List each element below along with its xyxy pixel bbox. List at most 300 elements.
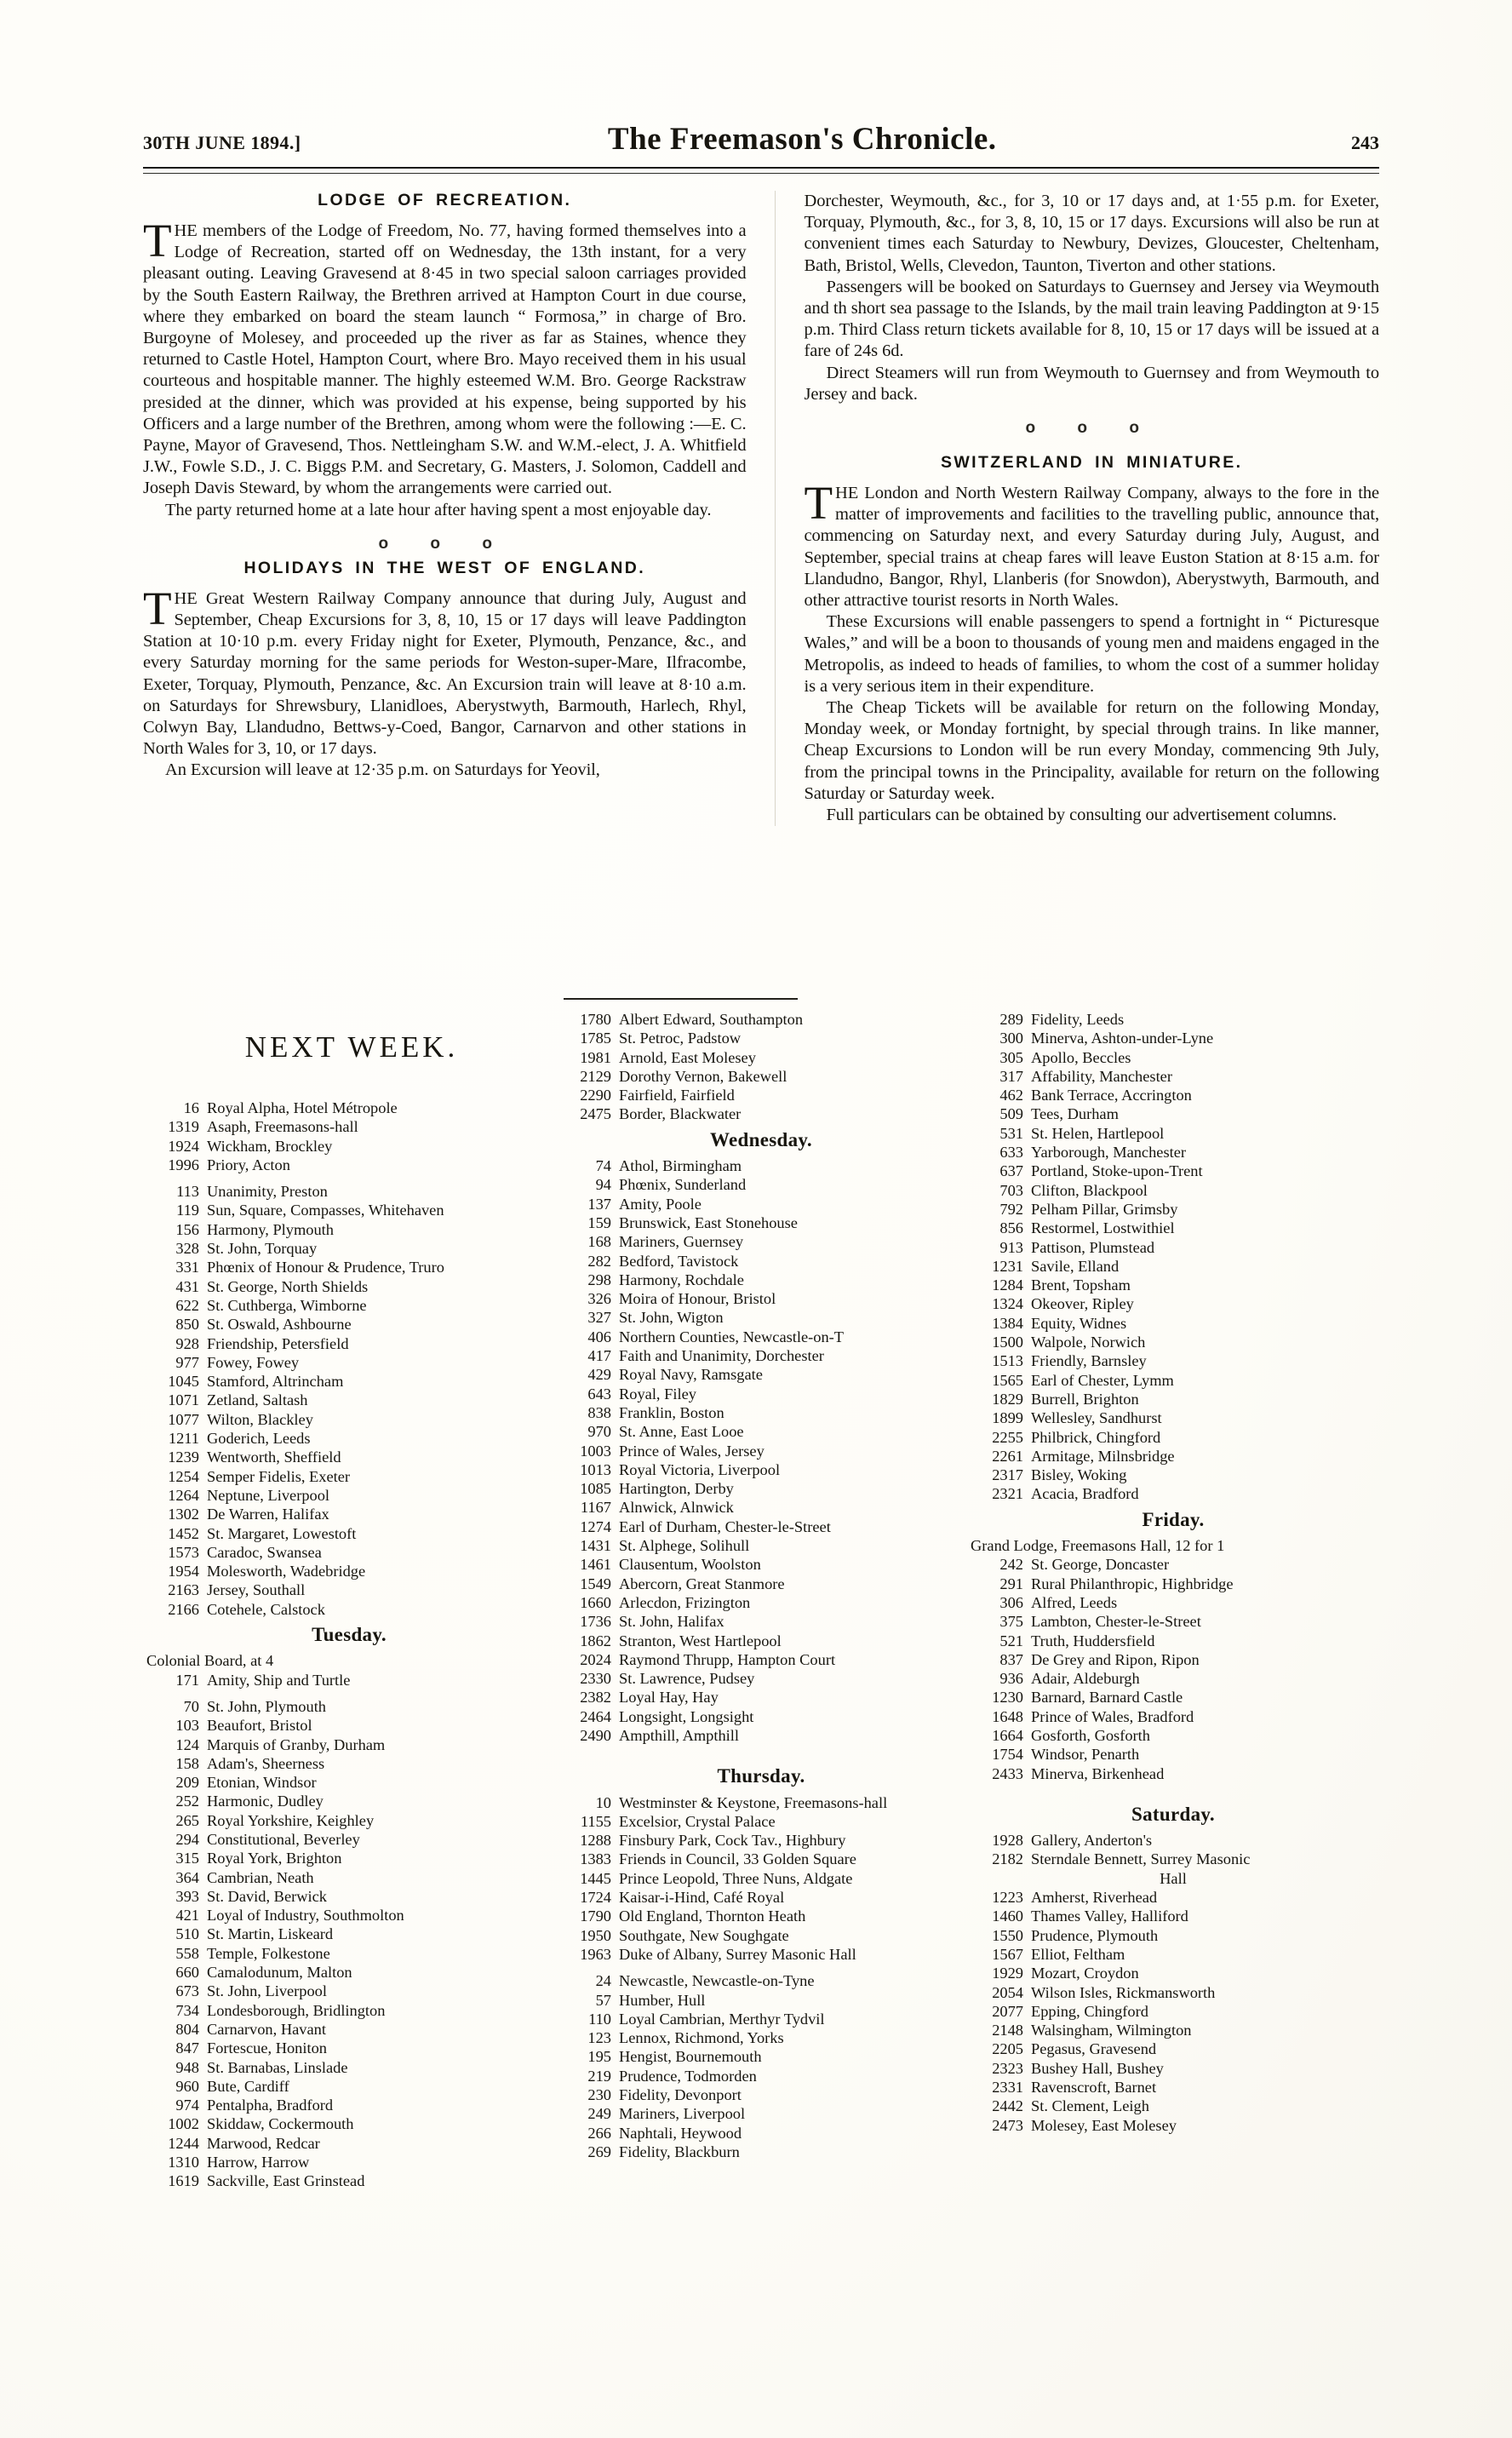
lodge-list-item — [555, 2143, 967, 2161]
lodge-name: Alfred, Leeds — [1031, 1593, 1118, 1611]
lodge-list — [143, 1182, 555, 1619]
lodge-list-item — [143, 1277, 555, 1296]
lodge-name: St. Clement, Leigh — [1031, 2097, 1149, 2115]
lodge-name: Naphtali, Heywood — [619, 2124, 742, 2142]
lodge-list-item — [967, 2078, 1379, 2097]
lodge-number: 1790 — [580, 1907, 611, 1925]
lodge-name: St. Barnabas, Linslade — [207, 2058, 348, 2076]
lodge-name: Fortescue, Honiton — [207, 2039, 327, 2057]
lodge-number: 1963 — [580, 1945, 611, 1963]
lodge-name: Friends in Council, 33 Golden Square — [619, 1850, 856, 1868]
lodge-number: 1244 — [168, 2134, 199, 2152]
lodge-number: 847 — [175, 2039, 199, 2057]
lodge-list-item — [143, 1505, 555, 1523]
lodge-number: 1785 — [580, 1030, 611, 1047]
lodge-number: 2290 — [580, 1087, 611, 1104]
lodge-list-item — [143, 1735, 555, 1754]
lodge-number: 643 — [587, 1385, 611, 1403]
section-divider-ornament: o o o — [378, 534, 511, 553]
lodge-number: 10 — [595, 1793, 611, 1811]
lodge-list-item — [555, 2028, 967, 2047]
lodge-list-item — [143, 2020, 555, 2039]
lodge-list-item — [555, 1271, 967, 1289]
lodge-name: Semper Fidelis, Exeter — [207, 1467, 351, 1485]
lodge-list-item — [555, 1067, 967, 1086]
lodge-list — [143, 1671, 555, 1689]
lodge-number: 421 — [175, 1907, 199, 1925]
lodge-list-item — [555, 1232, 967, 1251]
lodge-number: 2166 — [168, 1600, 199, 1618]
lodge-name: Adair, Aldeburgh — [1031, 1670, 1140, 1688]
lodge-list-item — [143, 1410, 555, 1429]
lodge-name: Royal Navy, Ramsgate — [619, 1366, 763, 1384]
lodge-number: 16 — [183, 1099, 199, 1116]
lodge-name: St. John, Plymouth — [207, 1697, 327, 1715]
lodge-name: Brunswick, East Stonehouse — [619, 1213, 798, 1231]
lodge-number: 94 — [595, 1176, 611, 1194]
lodge-name: Alnwick, Alnwick — [619, 1499, 734, 1517]
lodge-list-item — [555, 2010, 967, 2028]
lodge-list-item — [555, 1498, 967, 1517]
lodge-name: Phœnix of Honour & Prudence, Truro — [207, 1259, 444, 1276]
lodge-name: Stamford, Altrincham — [207, 1373, 344, 1391]
lodge-number: 1862 — [580, 1632, 611, 1649]
lodge-list-item — [555, 2067, 967, 2085]
lodge-name: Londesborough, Bridlington — [207, 2001, 386, 2019]
lodge-number: 393 — [175, 1887, 199, 1905]
lodge-number: 429 — [587, 1366, 611, 1384]
lodge-number: 1002 — [168, 2115, 199, 2133]
lodge-number: 431 — [175, 1277, 199, 1295]
lodge-list-item — [967, 1257, 1379, 1276]
lodge-number: 2442 — [992, 2097, 1023, 2115]
lodge-number: 1924 — [168, 1137, 199, 1155]
lodge-name: De Warren, Halifax — [207, 1506, 329, 1523]
day-heading-wednesday: Wednesday. — [710, 1128, 812, 1150]
lodge-number: 315 — [175, 1850, 199, 1867]
lodge-name: St. John, Liverpool — [207, 1982, 327, 2000]
lodge-list-item — [143, 1467, 555, 1486]
lodge-name: Prudence, Plymouth — [1031, 1926, 1159, 1944]
lodge-number: 291 — [999, 1575, 1023, 1592]
lodge-name: Zetland, Saltash — [207, 1391, 308, 1409]
lodge-number: 1284 — [992, 1276, 1023, 1294]
section-divider-ornament: o o o — [1025, 419, 1158, 438]
lodge-list-item — [555, 1945, 967, 1964]
lodge-list-item — [143, 1716, 555, 1735]
lodge-list-item — [555, 1555, 967, 1574]
lodge-number: 1648 — [992, 1707, 1023, 1725]
lodge-list-item — [967, 1688, 1379, 1707]
lodge-number: 269 — [587, 2143, 611, 2160]
page-number: 243 — [1350, 132, 1379, 153]
lodge-list-item — [555, 1593, 967, 1612]
lodge-name: Harrow, Harrow — [207, 2154, 310, 2171]
lodge-number: 1829 — [992, 1390, 1023, 1408]
lodge-number: 510 — [175, 1925, 199, 1943]
lodge-list-item — [555, 1907, 967, 1925]
lodge-name: St. John, Wigton — [619, 1309, 724, 1327]
lodge-name: Prudence, Todmorden — [619, 2067, 757, 2085]
lodge-name: Mariners, Guernsey — [619, 1233, 744, 1251]
lodge-name: Faith and Unanimity, Dorchester — [619, 1347, 824, 1365]
lodge-number: 928 — [175, 1334, 199, 1352]
lodge-number: 219 — [587, 2067, 611, 2085]
lodge-name: Yarborough, Manchester — [1031, 1144, 1187, 1162]
lodge-name: Fidelity, Leeds — [1031, 1011, 1125, 1028]
lodge-name: Friendship, Petersfield — [207, 1334, 349, 1352]
lodge-name: Royal Alpha, Hotel Métropole — [207, 1099, 398, 1116]
lodge-list-item — [967, 1907, 1379, 1925]
lodge-list-item — [967, 1048, 1379, 1067]
lodge-list-item — [967, 1333, 1379, 1351]
lodge-number: 2433 — [992, 1764, 1023, 1782]
lodge-list — [967, 1555, 1379, 1783]
lodge-list-item — [555, 1612, 967, 1631]
lodge-name: Earl of Durham, Chester-le-Street — [619, 1517, 831, 1535]
lodge-name: St. John, Halifax — [619, 1613, 724, 1631]
lodge-number: 633 — [999, 1144, 1023, 1162]
lodge-name: Rural Philanthropic, Highbridge — [1031, 1575, 1234, 1592]
lodge-number: 2323 — [992, 2059, 1023, 2077]
lodge-number: 305 — [999, 1048, 1023, 1066]
lodge-name: Caradoc, Swansea — [207, 1543, 322, 1561]
lodge-name: Wickham, Brockley — [207, 1137, 333, 1155]
lodge-name: Abercorn, Great Stanmore — [619, 1575, 785, 1592]
lodge-name: Wellesley, Sandhurst — [1031, 1409, 1162, 1427]
lodge-list — [555, 1010, 967, 1124]
lodge-name: Pelham Pillar, Grimsby — [1031, 1200, 1178, 1218]
lodge-list-item — [555, 1812, 967, 1831]
lodge-name: Marwood, Redcar — [207, 2134, 320, 2152]
lodge-name: Philbrick, Chingford — [1031, 1428, 1161, 1446]
lodge-name: Portland, Stoke-upon-Trent — [1031, 1162, 1203, 1180]
lodge-list-item — [143, 2096, 555, 2114]
lodge-name: Fidelity, Devonport — [619, 2086, 742, 2104]
lodge-name: Sackville, East Grinstead — [207, 2172, 365, 2190]
lodge-number: 252 — [175, 1793, 199, 1810]
lodge-number: 703 — [999, 1181, 1023, 1199]
lodge-list-item — [555, 1156, 967, 1175]
lodge-name: Pegasus, Gravesend — [1031, 2040, 1157, 2058]
next-week-column-3 — [967, 998, 1379, 2191]
lodge-name: Stranton, West Hartlepool — [619, 1632, 782, 1649]
lodge-number: 1950 — [580, 1926, 611, 1944]
lodge-list-item — [555, 1048, 967, 1067]
lodge-name: Bute, Cardiff — [207, 2077, 289, 2095]
lodge-number: 137 — [587, 1195, 611, 1213]
lodge-list-item — [143, 1925, 555, 1943]
lodge-number: 936 — [999, 1670, 1023, 1688]
lodge-list-item — [555, 1104, 967, 1123]
lodge-name: Clausentum, Woolston — [619, 1556, 761, 1574]
lodge-list — [555, 1793, 967, 1965]
lodge-name: Hartington, Derby — [619, 1480, 734, 1498]
lodge-number: 364 — [175, 1868, 199, 1886]
lodge-number: 558 — [175, 1944, 199, 1962]
lodge-list-item — [143, 1580, 555, 1599]
article-paragraph: Full particulars can be obtained by consulting our advertisement columns. — [826, 806, 1337, 825]
lodge-number: 24 — [595, 1972, 611, 1990]
lodge-list-item — [967, 1831, 1379, 1850]
lodge-name: Duke of Albany, Surrey Masonic Hall — [619, 1945, 856, 1963]
lodge-number: 1013 — [580, 1460, 611, 1478]
lodge-number: 1500 — [992, 1334, 1023, 1351]
lodge-name: Elliot, Feltham — [1031, 1945, 1125, 1963]
lodge-number: 406 — [587, 1328, 611, 1345]
lodge-list-item — [967, 1764, 1379, 1783]
lodge-name: St. Alphege, Solihull — [619, 1537, 750, 1555]
lodge-number: 1929 — [992, 1965, 1023, 1982]
lodge-name: Loyal Cambrian, Merthyr Tydvil — [619, 2010, 825, 2028]
lodge-number: 294 — [175, 1830, 199, 1848]
lodge-number: 266 — [587, 2124, 611, 2142]
lodge-name: Wilton, Blackley — [207, 1410, 313, 1428]
lodge-name: Phœnix, Sunderland — [619, 1176, 747, 1194]
lodge-name: St. Cuthberga, Wimborne — [207, 1296, 367, 1314]
lodge-number: 1996 — [168, 1156, 199, 1173]
lodge-list-item — [143, 1239, 555, 1258]
lodge-name: Mozart, Croydon — [1031, 1965, 1139, 1982]
lodge-list-item — [967, 1162, 1379, 1180]
lodge-list-item — [967, 1428, 1379, 1447]
lodge-list-item — [143, 1296, 555, 1315]
lodge-name: Wentworth, Sheffield — [207, 1448, 341, 1466]
article-heading-holidays-west-of-england: HOLIDAYS IN THE WEST OF ENGLAND. — [243, 558, 646, 577]
lodge-name: Skiddaw, Cockermouth — [207, 2115, 354, 2133]
lodge-list-item — [555, 1213, 967, 1232]
lodge-list-item — [143, 1754, 555, 1773]
lodge-list-item — [555, 1850, 967, 1868]
lodge-number: 289 — [999, 1011, 1023, 1028]
lodge-list-item — [555, 1010, 967, 1029]
lodge-list-item — [143, 1906, 555, 1925]
lodge-list-item — [555, 1086, 967, 1104]
lodge-number: 1736 — [580, 1613, 611, 1631]
lodge-list-item — [967, 1484, 1379, 1503]
lodge-name: Cotehele, Calstock — [207, 1600, 325, 1618]
lodge-list-item — [967, 1593, 1379, 1612]
article-column-right — [775, 191, 1379, 826]
lodge-number: 1230 — [992, 1689, 1023, 1707]
lodge-list-item — [143, 1156, 555, 1174]
article-column-left — [143, 191, 746, 826]
lodge-name: Prince of Wales, Bradford — [1031, 1707, 1194, 1725]
lodge-number: 2182 — [992, 1850, 1023, 1868]
lodge-list-item — [143, 1868, 555, 1887]
lodge-list-item — [555, 1926, 967, 1945]
lodge-number: 1567 — [992, 1945, 1023, 1963]
lodge-list-item — [967, 1219, 1379, 1237]
lodge-number: 1288 — [580, 1832, 611, 1850]
lodge-name: St. Anne, East Looe — [619, 1423, 744, 1441]
lodge-name: Asaph, Freemasons-hall — [207, 1118, 358, 1136]
lodge-name: Lambton, Chester-le-Street — [1031, 1613, 1201, 1631]
lodge-list-item — [555, 2047, 967, 2066]
lodge-list-item — [143, 1137, 555, 1156]
lodge-number: 850 — [175, 1316, 199, 1334]
lodge-list-item — [143, 1315, 555, 1334]
lodge-list-item — [967, 1314, 1379, 1333]
lodge-number: 103 — [175, 1717, 199, 1735]
lodge-name: Goderich, Leeds — [207, 1430, 311, 1448]
lodge-list-item — [555, 1831, 967, 1850]
lodge-name: Brent, Topsham — [1031, 1276, 1131, 1294]
lodge-number: 331 — [175, 1259, 199, 1276]
lodge-number: 327 — [587, 1309, 611, 1327]
lodge-number: 2205 — [992, 2040, 1023, 2058]
lodge-name: Arnold, East Molesey — [619, 1048, 756, 1066]
lodge-list-item — [555, 1442, 967, 1460]
lodge-number: 2321 — [992, 1485, 1023, 1503]
day-lead-line: Colonial Board, at 4 — [146, 1652, 274, 1670]
lodge-list — [555, 1971, 967, 2161]
lodge-list-item — [967, 2021, 1379, 2039]
lodge-name: St. Lawrence, Pudsey — [619, 1670, 755, 1688]
lodge-number: 2163 — [168, 1581, 199, 1599]
lodge-name: Windsor, Penarth — [1031, 1746, 1140, 1764]
lodge-list-item — [967, 1726, 1379, 1745]
lodge-number: 110 — [588, 2010, 611, 2028]
lodge-list-item — [555, 1479, 967, 1498]
lodge-number: 375 — [999, 1613, 1023, 1631]
lodge-number: 1754 — [992, 1746, 1023, 1764]
lodge-list-item — [555, 1688, 967, 1707]
lodge-name: Fowey, Fowey — [207, 1353, 300, 1371]
lodge-name: Ampthill, Ampthill — [619, 1726, 740, 1744]
publication-title: The Freemason's Chronicle. — [607, 122, 997, 157]
lodge-number: 326 — [587, 1290, 611, 1308]
lodge-number: 1319 — [168, 1118, 199, 1136]
lodge-list-item — [555, 1793, 967, 1812]
lodge-list-item — [967, 2097, 1379, 2115]
lodge-name: St. George, North Shields — [207, 1277, 369, 1295]
lodge-name: Carnarvon, Havant — [207, 2020, 326, 2038]
lodge-list-item — [555, 1650, 967, 1669]
lodge-list-item — [143, 1429, 555, 1448]
lodge-list-item — [143, 1944, 555, 1963]
lodge-name: Royal Yorkshire, Keighley — [207, 1811, 375, 1829]
lodge-name: St. Helen, Hartlepool — [1031, 1124, 1165, 1142]
lodge-list-item — [967, 1276, 1379, 1294]
lodge-number: 856 — [999, 1219, 1023, 1237]
lodge-list-item — [967, 1010, 1379, 1029]
lodge-list-item — [555, 1385, 967, 1403]
lodge-number: 734 — [175, 2001, 199, 2019]
article-heading-lodge-of-recreation: LODGE OF RECREATION. — [318, 191, 572, 209]
lodge-number: 249 — [587, 2105, 611, 2123]
lodge-number: 1310 — [168, 2154, 199, 2171]
lodge-list-item — [967, 1650, 1379, 1669]
lodge-list-item — [143, 1811, 555, 1830]
lodge-list-item — [143, 1201, 555, 1219]
lodge-name: Pattison, Plumstead — [1031, 1238, 1155, 1256]
lodge-list — [555, 1156, 967, 1745]
lodge-number: 1302 — [168, 1506, 199, 1523]
lodge-number: 1155 — [580, 1812, 611, 1830]
lodge-number: 298 — [587, 1271, 611, 1288]
lodge-number: 2382 — [580, 1689, 611, 1707]
lodge-list-item — [967, 1926, 1379, 1945]
lodge-list-item — [967, 2002, 1379, 2021]
lodge-name: St. Oswald, Ashbourne — [207, 1316, 352, 1334]
lodge-name: Finsbury Park, Cock Tav., Highbury — [619, 1832, 846, 1850]
lodge-number: 960 — [175, 2077, 199, 2095]
lodge-name: Tees, Durham — [1031, 1105, 1119, 1123]
lodge-name: Minerva, Ashton-under-Lyne — [1031, 1030, 1214, 1047]
lodge-number: 282 — [587, 1252, 611, 1270]
lodge-list-item — [143, 1117, 555, 1136]
lodge-list — [967, 1888, 1379, 2135]
lodge-list-item — [555, 1308, 967, 1327]
lodge-list-item — [555, 1707, 967, 1726]
lodge-list-item — [967, 1850, 1379, 1868]
lodge-name: Sun, Square, Compasses, Whitehaven — [207, 1202, 444, 1219]
lodge-name: Neptune, Liverpool — [207, 1486, 330, 1504]
lodge-list-item — [143, 1963, 555, 1982]
lodge-list-item — [143, 1391, 555, 1409]
lodge-name: St. David, Berwick — [207, 1887, 327, 1905]
lodge-list-item — [967, 2116, 1379, 2135]
lodge-name: Lennox, Richmond, Yorks — [619, 2029, 784, 2047]
lodge-number: 970 — [587, 1423, 611, 1441]
lodge-number: 1231 — [992, 1257, 1023, 1275]
lodge-number: 1003 — [580, 1442, 611, 1460]
lodge-number: 1211 — [168, 1430, 199, 1448]
lodge-name: Amherst, Riverhead — [1031, 1889, 1158, 1907]
lodge-number: 1954 — [168, 1563, 199, 1580]
lodge-name: Westminster & Keystone, Freemasons-hall — [619, 1793, 888, 1811]
lodge-number: 1549 — [580, 1575, 611, 1592]
lodge-list-item — [967, 1612, 1379, 1631]
lodge-name: Bank Terrace, Accrington — [1031, 1087, 1192, 1104]
lodge-name: Apollo, Beccles — [1031, 1048, 1131, 1066]
lodge-number: 1899 — [992, 1409, 1023, 1427]
lodge-number: 1664 — [992, 1726, 1023, 1744]
lodge-name: Ravenscroft, Barnet — [1031, 2079, 1157, 2097]
lodge-number: 1383 — [580, 1850, 611, 1868]
lodge-list — [143, 1099, 555, 1174]
lodge-list-item — [143, 1887, 555, 1906]
lodge-number: 1264 — [168, 1486, 199, 1504]
issue-date: 30TH JUNE 1894.] — [143, 132, 301, 153]
lodge-list-item — [967, 1707, 1379, 1726]
lodge-list-item — [143, 1353, 555, 1372]
lodge-list-item — [143, 2134, 555, 2153]
lodge-name: Border, Blackwater — [619, 1105, 742, 1123]
lodge-name: Amity, Ship and Turtle — [207, 1671, 351, 1689]
lodge-list-item — [143, 2171, 555, 2190]
lodge-name: Newcastle, Newcastle-on-Tyne — [619, 1972, 815, 1990]
lodge-number: 1452 — [168, 1524, 199, 1542]
lodge-number: 974 — [175, 2097, 199, 2114]
lodge-number: 123 — [587, 2029, 611, 2047]
lodge-number: 209 — [175, 1774, 199, 1792]
lodge-list-item — [143, 1543, 555, 1562]
lodge-list-item — [143, 2153, 555, 2171]
lodge-number: 2330 — [580, 1670, 611, 1688]
lodge-number: 622 — [175, 1296, 199, 1314]
lodge-number: 74 — [595, 1157, 611, 1175]
lodge-number: 1274 — [580, 1517, 611, 1535]
lodge-name: Royal Victoria, Liverpool — [619, 1460, 781, 1478]
lodge-number: 1928 — [992, 1832, 1023, 1850]
lodge-list-item — [555, 1346, 967, 1365]
lodge-list-item — [967, 1466, 1379, 1484]
lodge-name: Kaisar-i-Hind, Café Royal — [619, 1889, 785, 1907]
lodge-number: 977 — [175, 1353, 199, 1371]
lodge-number: 531 — [999, 1124, 1023, 1142]
